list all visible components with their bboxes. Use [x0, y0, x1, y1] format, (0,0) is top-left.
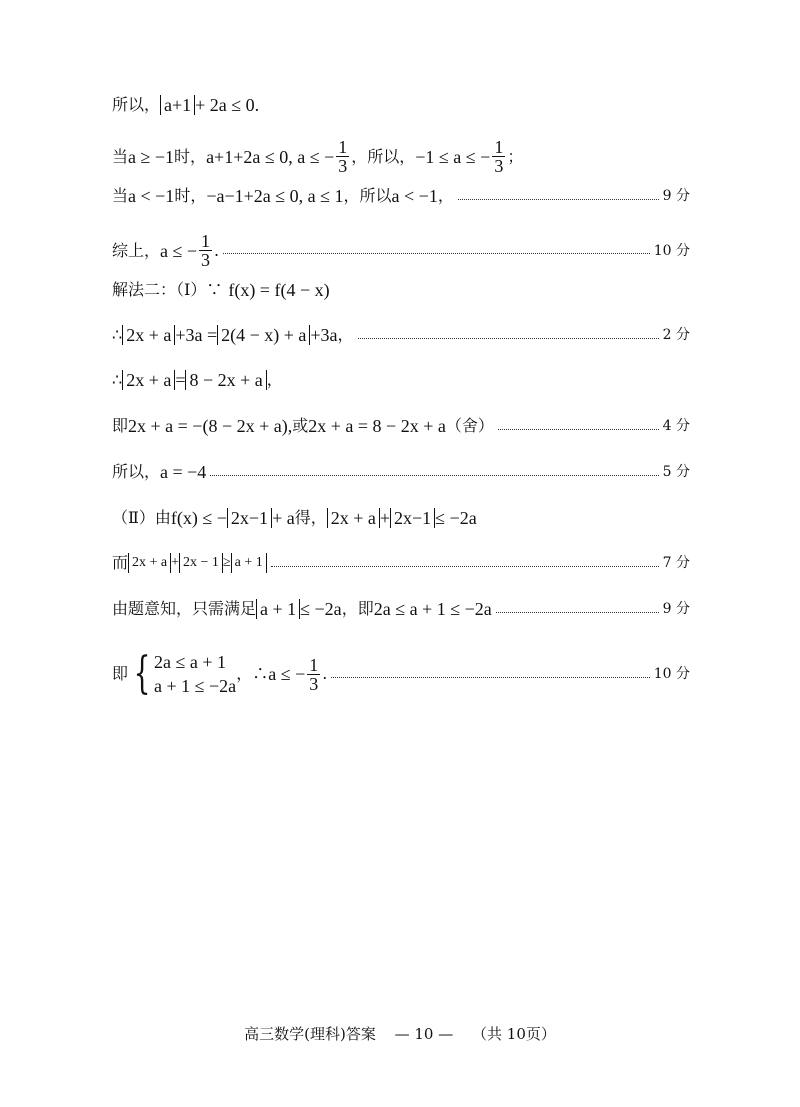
dot-leader: [223, 253, 650, 254]
absolute-value: 8 − 2x + a: [185, 370, 266, 390]
score-mark: 4 分: [662, 418, 690, 434]
fraction: [199, 232, 212, 269]
page-number: — 10 —: [394, 1025, 454, 1043]
line-text: 即: [112, 664, 129, 683]
line-text: 即: [112, 416, 129, 435]
math-condition: a ≥ −1: [128, 146, 175, 167]
fraction-denominator: 3: [201, 250, 211, 270]
math-expression: ≤ −2a: [435, 508, 477, 528]
line-text: ∴: [112, 370, 123, 389]
math-expression: a < −1: [391, 186, 438, 206]
system-of-inequalities: [128, 650, 236, 698]
math-expression: 2a ≤ a + 1 ≤ −2a: [373, 599, 492, 619]
dot-leader: [271, 566, 659, 567]
dot-leader: [358, 338, 659, 339]
line-text: 综上，: [112, 240, 161, 260]
line-text: 时，: [174, 186, 207, 205]
absolute-value: 2x + a: [122, 325, 175, 345]
line-text: 而: [112, 553, 129, 572]
math-expression: 2x + a = −(8 − 2x + a),: [128, 416, 293, 436]
line-text: （Ⅱ）由: [112, 508, 171, 527]
fraction-numerator: 1: [338, 137, 348, 157]
line-text: ；: [507, 146, 524, 166]
math-expression: f(x) ≤ −: [170, 508, 227, 528]
line-text: 解法二：（Ⅰ）∵: [112, 280, 223, 299]
solution-line-9: [112, 462, 690, 482]
solution-line-2: [112, 138, 690, 175]
solution-line-6: [112, 325, 690, 345]
dot-leader: [496, 612, 659, 613]
math-expression: −a−1+2a ≤ 0, a ≤ 1: [206, 186, 344, 206]
line-text: 时，: [174, 146, 207, 166]
absolute-value: a+1: [160, 95, 195, 115]
absolute-value: 2x + a: [128, 553, 171, 573]
line-text: .: [214, 240, 220, 260]
fraction: [492, 138, 505, 175]
math-expression: a+1+2a ≤ 0, a ≤ −: [206, 146, 335, 167]
line-text: ，: [437, 186, 454, 205]
math-expression: ≤ −2a: [300, 599, 342, 619]
math-expression: + 2a ≤ 0.: [195, 95, 260, 115]
math-expression: a = −4: [160, 462, 207, 482]
absolute-value: 2x−1: [227, 508, 272, 528]
math-expression: +3a =: [175, 325, 218, 345]
fraction-denominator: 3: [338, 156, 348, 176]
solution-line-7: [112, 370, 690, 390]
line-text: ，所以: [343, 186, 392, 205]
math-expression: f(x) = f(4 − x): [228, 280, 330, 300]
dot-leader: [210, 475, 658, 476]
dot-leader: [458, 199, 659, 200]
score-mark: 9 分: [662, 188, 690, 204]
fraction-numerator: 1: [309, 654, 319, 675]
math-operator: +: [379, 508, 391, 528]
absolute-value: 2x + a: [327, 508, 380, 528]
math-expression: + a: [272, 508, 295, 528]
math-condition: a < −1: [128, 186, 175, 206]
solution-line-12: [112, 599, 690, 619]
line-text: ，: [266, 370, 283, 389]
absolute-value: 2(4 − x) + a: [217, 325, 310, 345]
page-total: （共 10页）: [472, 1025, 556, 1043]
footer-title: 高三数学(理科)答案: [244, 1025, 376, 1043]
absolute-value: 2x−1: [390, 508, 435, 528]
solution-line-4: [112, 232, 690, 269]
score-mark: 7 分: [662, 555, 690, 571]
fraction-denominator: 3: [494, 156, 504, 176]
solution-line-11: [112, 553, 690, 573]
math-expression: −1 ≤ a ≤ −: [415, 146, 491, 167]
score-mark: 5 分: [662, 464, 690, 480]
line-text: 得，: [294, 508, 327, 527]
line-text: ，所以，: [351, 146, 416, 166]
left-brace: {: [133, 648, 151, 699]
line-text: 当: [112, 146, 129, 166]
score-mark: 9 分: [662, 601, 690, 617]
fraction-numerator: 1: [494, 137, 504, 157]
math-expression: =: [175, 370, 186, 390]
line-text: ，: [337, 325, 354, 344]
absolute-value: a + 1: [256, 599, 300, 619]
fraction: [307, 656, 320, 693]
line-text: （舍）: [445, 416, 494, 435]
line-text: ，即: [341, 599, 374, 618]
math-expression: +3a: [310, 325, 338, 345]
fraction: [336, 138, 349, 175]
math-expression: a ≤ −: [160, 240, 198, 261]
solution-line-13: [112, 648, 690, 700]
line-text: 所以，: [112, 462, 161, 481]
math-expression: a ≤ −: [268, 664, 306, 684]
math-operator: ≥: [222, 555, 231, 570]
line-text: 或: [292, 416, 309, 435]
line-text: 当: [112, 186, 129, 205]
line-text: 由题意知，只需满足: [112, 599, 257, 618]
solution-line-10: [112, 508, 690, 528]
score-mark: 2 分: [662, 327, 690, 343]
solution-line-8: [112, 416, 690, 436]
dot-leader: [331, 677, 649, 678]
math-operator: +: [171, 555, 180, 570]
line-text: .: [322, 664, 328, 683]
inequality-row: 2a ≤ a + 1: [154, 652, 227, 672]
line-text: 所以，: [112, 95, 161, 114]
dot-leader: [498, 429, 659, 430]
absolute-value: 2x + a: [122, 370, 175, 390]
page-footer: [0, 1023, 800, 1044]
line-text: ∴: [112, 325, 123, 344]
score-mark: 10 分: [653, 666, 690, 682]
inequality-row: a + 1 ≤ −2a: [154, 676, 237, 696]
solution-line-5: [112, 280, 690, 300]
fraction-numerator: 1: [201, 231, 211, 251]
solution-line-1: [112, 95, 690, 115]
score-mark: 10 分: [653, 242, 690, 259]
math-expression: 2x + a = 8 − 2x + a: [308, 416, 446, 436]
absolute-value: a + 1: [231, 553, 267, 573]
line-text: ，∴: [236, 664, 269, 683]
fraction-denominator: 3: [309, 673, 319, 694]
solution-line-3: [112, 186, 690, 206]
absolute-value: 2x − 1: [179, 553, 223, 573]
